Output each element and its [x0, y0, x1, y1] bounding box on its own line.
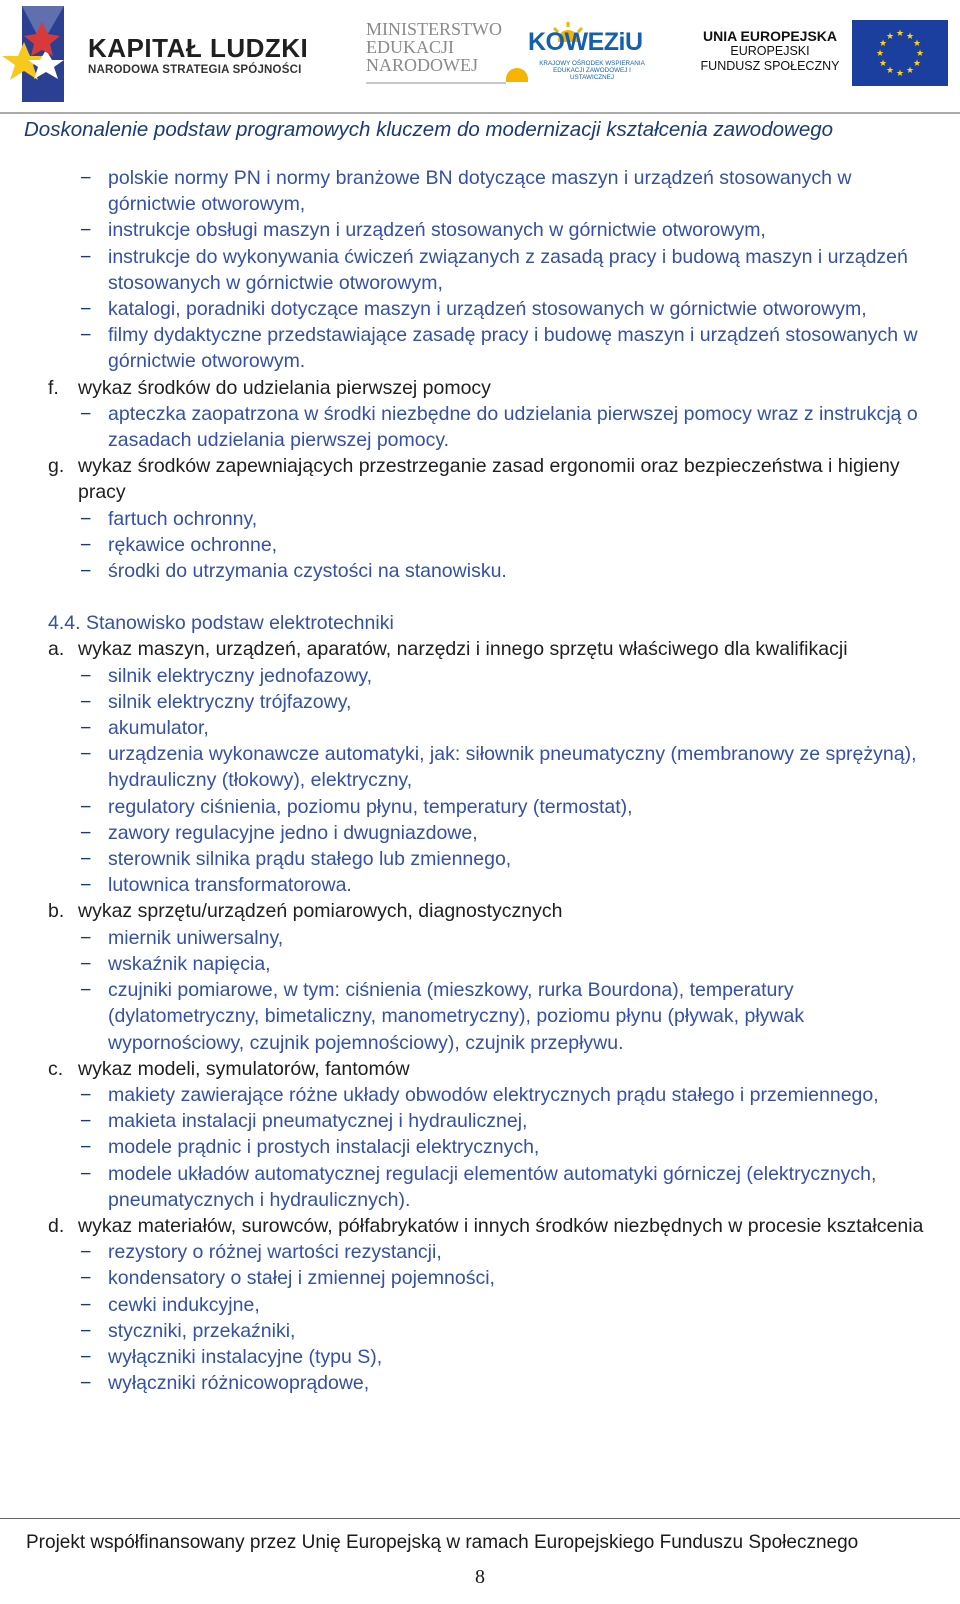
svg-text:★: ★ — [885, 66, 895, 76]
list-item: − filmy dydaktyczne przedstawiające zasadę pracy i budowę maszyn i urządzeń stosowanych w górnictwie otworowym. — [0, 322, 938, 374]
list-heading-text: wykaz materiałów, surowców, półfabrykatów i innych środków niezbędnych w procesie kształcenia — [78, 1214, 924, 1237]
list-label: f. — [48, 376, 59, 399]
svg-text:★: ★ — [905, 32, 915, 42]
sun-icon — [506, 68, 528, 82]
list-item: − wyłączniki instalacyjne (typu S), — [0, 1344, 938, 1370]
list-heading-f — [0, 375, 938, 401]
list-item: − rezystory o różnej wartości rezystancji, — [0, 1239, 938, 1265]
list-heading-g — [0, 453, 938, 505]
koweziu-logo — [528, 20, 648, 80]
ministerstwo-underline — [366, 82, 506, 84]
list-item: − zawory regulacyjne jedno i dwugniazdowe, — [0, 820, 938, 846]
list-heading-c — [0, 1056, 938, 1082]
list-heading-text: wykaz sprzętu/urządzeń pomiarowych, diagnostycznych — [78, 900, 563, 923]
ministerstwo-line-1: MINISTERSTWO — [366, 19, 502, 39]
ministerstwo-line-3: NARODOWEJ — [366, 55, 478, 75]
list-heading-b — [0, 898, 938, 924]
list-item: − instrukcje obsługi maszyn i urządzeń stosowanych w górnictwie otworowym, — [0, 217, 938, 243]
section-title: 4.4. Stanowisko podstaw elektrotechniki — [48, 612, 394, 635]
svg-text:★: ★ — [895, 69, 905, 79]
list-item: − modele prądnic i prostych instalacji elektrycznych, — [0, 1134, 938, 1160]
kapital-ludzki-title: KAPITAŁ LUDZKI — [88, 33, 309, 63]
footer-text: Projekt współfinansowany przez Unię Europejską w ramach Europejskiego Funduszu Społecznego — [26, 1532, 859, 1553]
header-logos — [0, 0, 960, 110]
ministerstwo-line-2: EDUKACJI — [366, 37, 454, 57]
list-item: − makiety zawierające różne układy obwodów elektrycznych prądu stałego i przemiennego, — [0, 1082, 938, 1108]
list-heading-text: wykaz środków do udzielania pierwszej pomocy — [78, 376, 491, 399]
svg-text:★: ★ — [912, 39, 922, 49]
kapital-ludzki-subtitle: NARODOWA STRATEGIA SPÓJNOŚCI — [88, 64, 302, 76]
ue-line-2: EUROPEJSKI — [730, 44, 810, 58]
svg-text:★: ★ — [915, 49, 925, 59]
svg-text:★: ★ — [878, 59, 888, 69]
list-label: d. — [48, 1214, 65, 1237]
list-item: − silnik elektryczny trójfazowy, — [0, 689, 938, 715]
list-heading-text: wykaz modeli, symulatorów, fantomów — [78, 1057, 410, 1080]
list-item: − czujniki pomiarowe, w tym: ciśnienia (mieszkowy, rurka Bourdona), temperatury (dylatometryczny, bimetaliczny, manometryczny), poziomu płynu (pływak, pływak wypornościowy, czujnik pojemnościowy), czujnik przepływu. — [0, 977, 938, 1056]
list-item: − środki do utrzymania czystości na stanowisku. — [0, 558, 938, 584]
header-divider — [0, 112, 960, 114]
page-number: 8 — [475, 1566, 485, 1588]
koweziu-name: KOWEZiU — [528, 28, 643, 56]
list-item: − miernik uniwersalny, — [0, 925, 938, 951]
list-heading-text: wykaz środków zapewniających przestrzeganie zasad ergonomii oraz bezpieczeństwa i higieny pracy — [78, 455, 900, 504]
list-item: − wskaźnik napięcia, — [0, 951, 938, 977]
list-label: a. — [48, 638, 65, 661]
eu-flag-icon — [852, 20, 948, 86]
list-item: − regulatory ciśnienia, poziomu płynu, temperatury (termostat), — [0, 794, 938, 820]
list-item: − lutownica transformatorowa. — [0, 872, 938, 898]
svg-text:★: ★ — [878, 39, 888, 49]
list-item: − urządzenia wykonawcze automatyki, jak: siłownik pneumatyczny (membranowy ze sprężyną), hydrauliczny (tłokowy), elektryczny, — [0, 741, 938, 793]
svg-text:★: ★ — [885, 32, 895, 42]
list-label: c. — [48, 1057, 64, 1080]
svg-text:★: ★ — [912, 59, 922, 69]
page-header-title: Doskonalenie podstaw programowych kluczem do modernizacji kształcenia zawodowego — [24, 118, 834, 141]
svg-text:★: ★ — [875, 49, 885, 59]
list-item: − wyłączniki różnicowoprądowe, — [0, 1370, 938, 1396]
ue-line-1: UNIA EUROPEJSKA — [702, 28, 838, 44]
list-label: b. — [48, 900, 65, 923]
list-label: g. — [48, 455, 65, 478]
list-item: − instrukcje do wykonywania ćwiczeń związanych z zasadą pracy i budową maszyn i urządzeń stosowanych w górnictwie otworowym, — [0, 244, 938, 296]
kapital-ludzki-logo-icon — [2, 4, 82, 104]
list-item: − sterownik silnika prądu stałego lub zmiennego, — [0, 846, 938, 872]
list-item: − cewki indukcyjne, — [0, 1292, 938, 1318]
list-item: − rękawice ochronne, — [0, 532, 938, 558]
list-item: − apteczka zaopatrzona w środki niezbędne do udzielania pierwszej pomocy wraz z instrukcją o zasadach udzielania pierwszej pomocy. — [0, 401, 938, 453]
footer-divider — [0, 1518, 960, 1519]
list-item: − fartuch ochronny, — [0, 506, 938, 532]
ue-logo-text — [700, 28, 840, 74]
list-heading-d — [0, 1213, 938, 1239]
svg-text:★: ★ — [905, 66, 915, 76]
list-item: − silnik elektryczny jednofazowy, — [0, 663, 938, 689]
koweziu-subtitle: KRAJOWY OŚRODEK WSPIERANIA EDUKACJI ZAWODOWEJ I USTAWICZNEJ — [539, 60, 645, 81]
ue-line-3: FUNDUSZ SPOŁECZNY — [700, 59, 840, 73]
list-heading-text: wykaz maszyn, urządzeń, aparatów, narzędzi i innego sprzętu właściwego dla kwalifikacji — [78, 638, 848, 661]
list-heading-a — [0, 636, 938, 662]
svg-text:★: ★ — [895, 29, 905, 39]
document-body — [0, 165, 960, 1396]
kapital-ludzki-text — [88, 34, 308, 76]
list-item: − katalogi, poradniki dotyczące maszyn i urządzeń stosowanych w górnictwie otworowym, — [0, 296, 938, 322]
ministerstwo-logo — [366, 20, 506, 74]
list-item: − styczniki, przekaźniki, — [0, 1318, 938, 1344]
list-item: − kondensatory o stałej i zmiennej pojemności, — [0, 1265, 938, 1291]
list-item: − makieta instalacji pneumatycznej i hydraulicznej, — [0, 1108, 938, 1134]
list-item: − polskie normy PN i normy branżowe BN dotyczące maszyn i urządzeń stosowanych w górnictwie otworowym, — [0, 165, 938, 217]
list-item: − modele układów automatycznej regulacji elementów automatyki górniczej (elektrycznych, pneumatycznych i hydraulicznych). — [0, 1161, 938, 1213]
list-item: − akumulator, — [0, 715, 938, 741]
